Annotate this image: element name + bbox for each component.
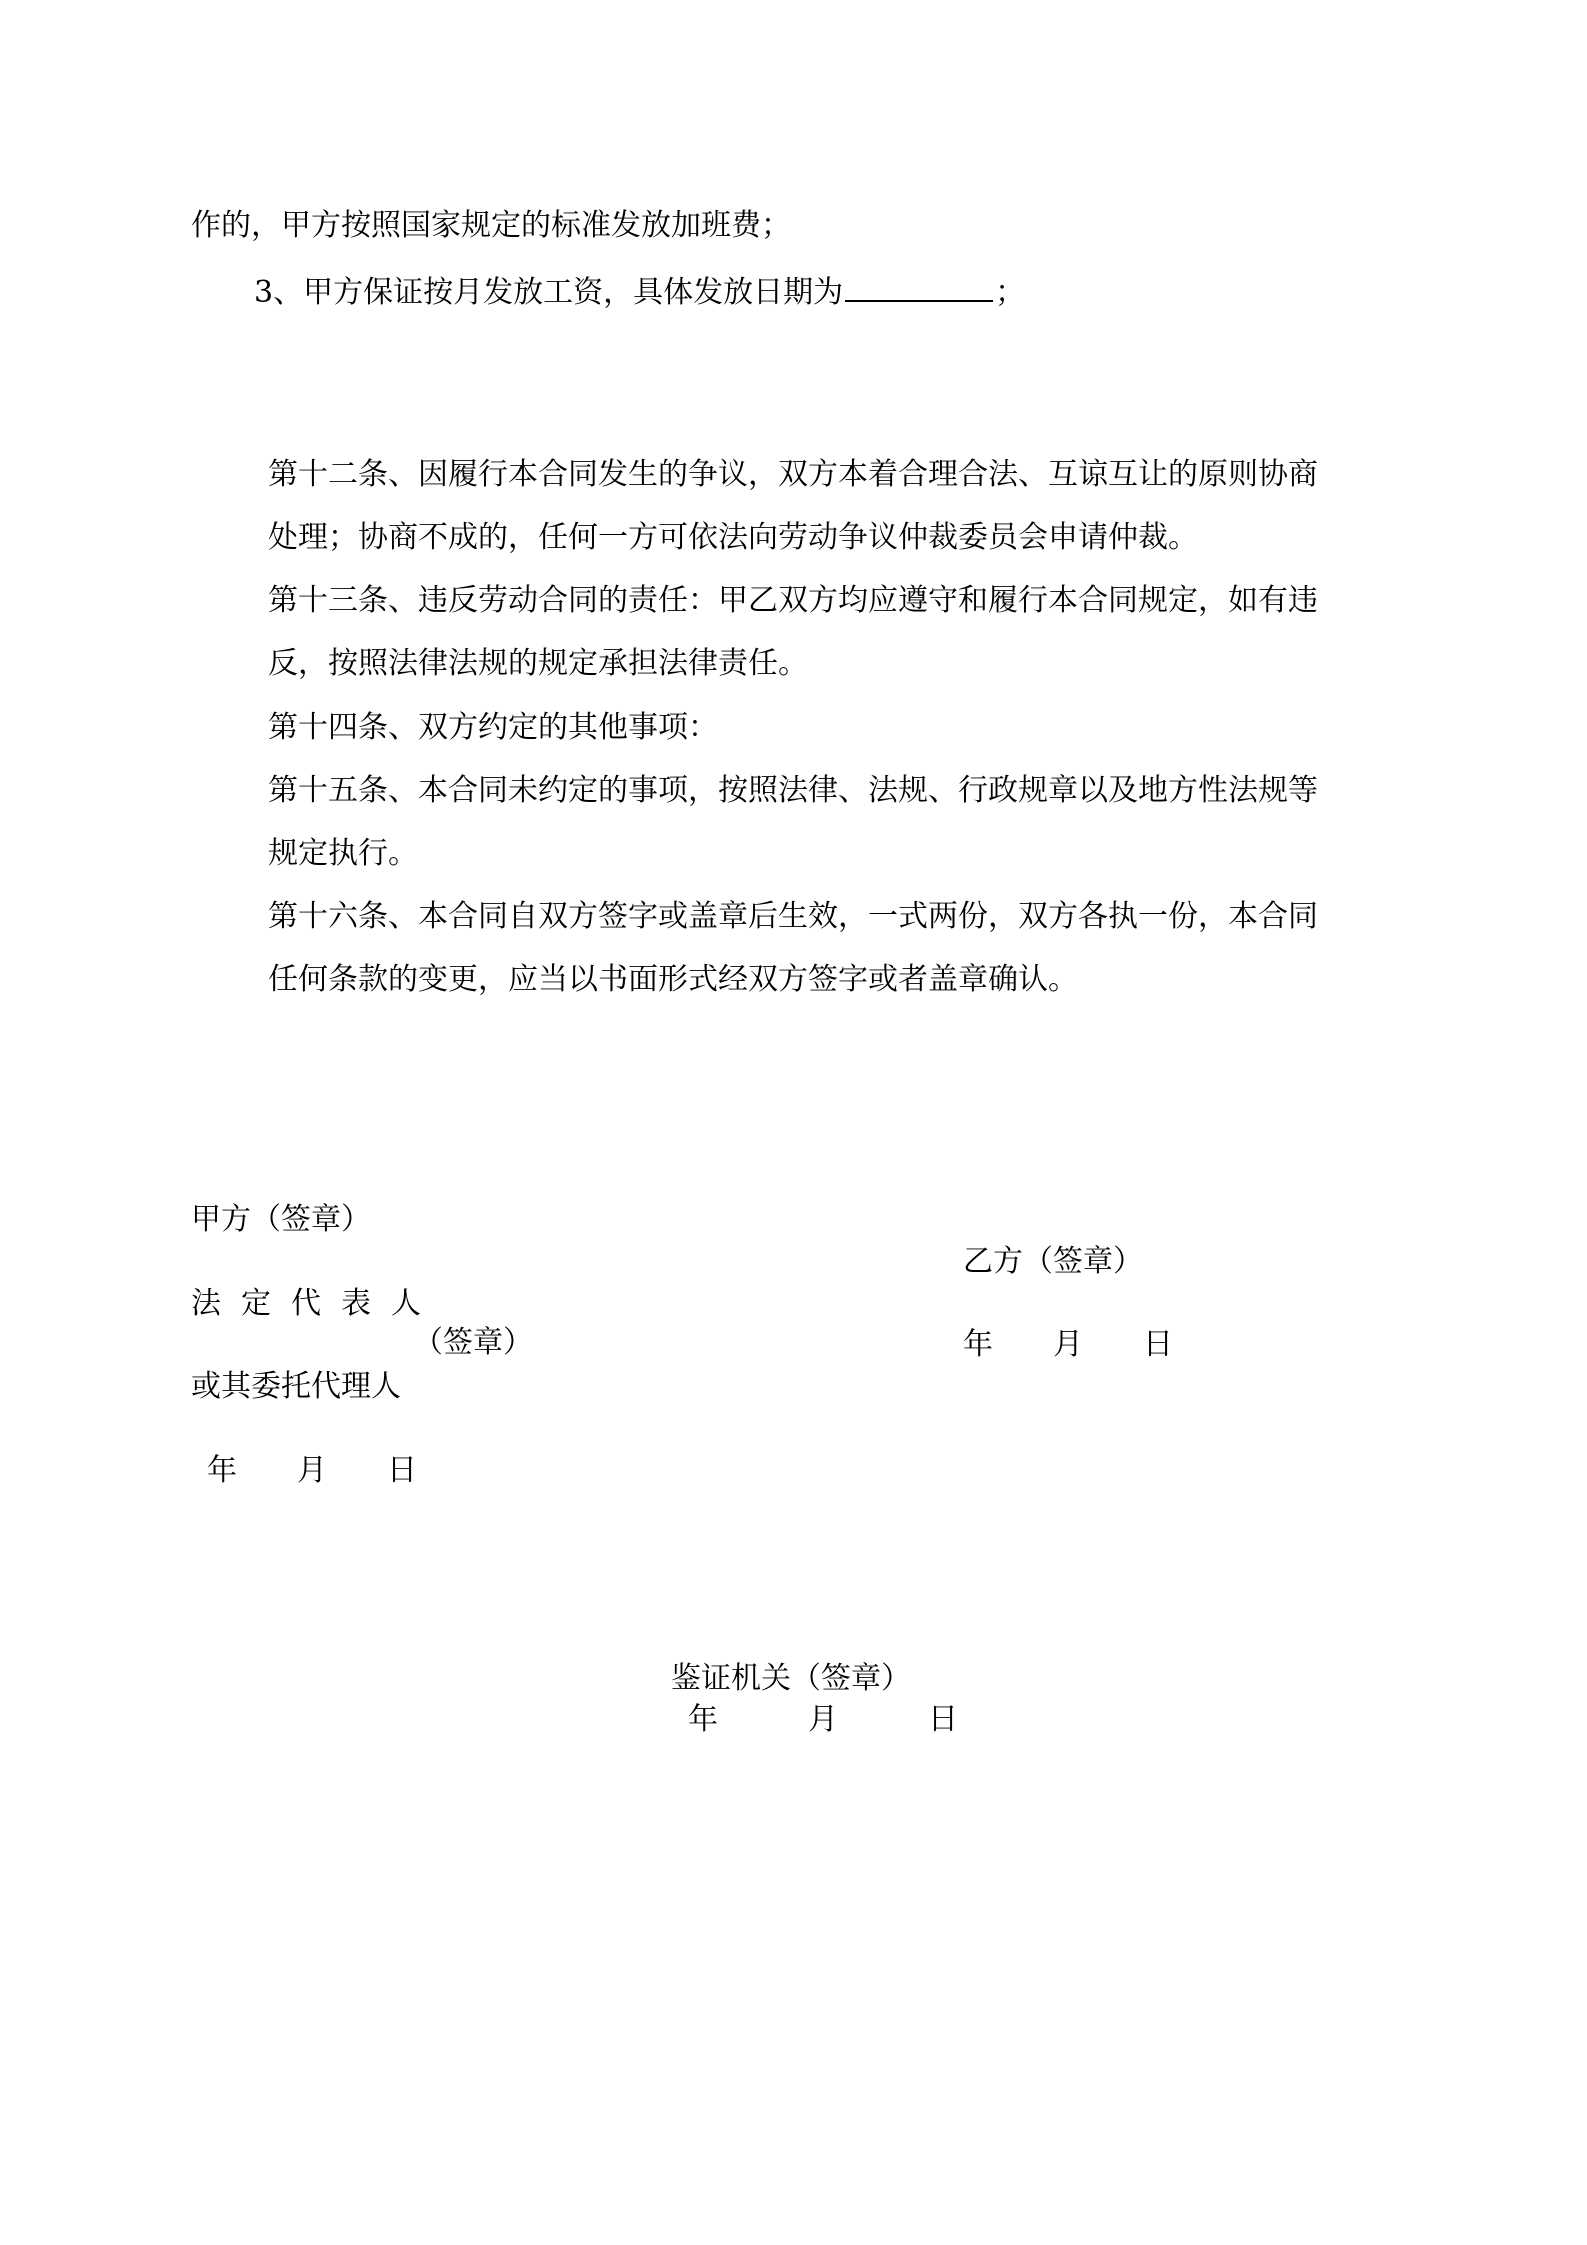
authorized-agent-label: 或其委托代理人	[191, 1369, 401, 1404]
article-12-line-1: 第十二条、因履行本合同发生的争议，双方本着合理合法、互谅互让的原则协商	[268, 457, 1318, 492]
article-12-line-2: 处理；协商不成的，任何一方可依法向劳动争议仲裁委员会申请仲裁。	[268, 520, 1198, 555]
representative-seal-label: （签章）	[413, 1325, 533, 1360]
authority-date: 年 月 日	[688, 1702, 958, 1737]
party-b-date: 年 月 日	[963, 1327, 1173, 1362]
article-13-line-1: 第十三条、违反劳动合同的责任：甲乙双方均应遵守和履行本合同规定，如有违	[268, 583, 1318, 618]
article-16-line-2: 任何条款的变更，应当以书面形式经双方签字或者盖章确认。	[268, 962, 1078, 997]
party-b-seal-label: 乙方（签章）	[963, 1244, 1143, 1279]
pay-date-blank	[845, 274, 993, 302]
paragraph-line: 作的，甲方按照国家规定的标准发放加班费；	[191, 208, 791, 243]
pay-date-text: 3、甲方保证按月发放工资，具体发放日期为	[254, 275, 844, 310]
article-15-line-1: 第十五条、本合同未约定的事项，按照法律、法规、行政规章以及地方性法规等	[268, 773, 1318, 808]
article-15-line-2: 规定执行。	[268, 836, 418, 871]
article-14-line-1: 第十四条、双方约定的其他事项：	[268, 710, 718, 745]
authority-seal-label: 鉴证机关（签章）	[671, 1661, 911, 1696]
party-a-date: 年 月 日	[207, 1453, 417, 1488]
party-a-seal-label: 甲方（签章）	[191, 1202, 371, 1237]
pay-date-line	[254, 274, 1025, 308]
legal-representative-label: 法定代表人	[191, 1286, 441, 1321]
article-16-line-1: 第十六条、本合同自双方签字或盖章后生效，一式两份，双方各执一份，本合同	[268, 899, 1318, 934]
article-13-line-2: 反，按照法律法规的规定承担法律责任。	[268, 646, 808, 681]
pay-date-suffix: ；	[995, 275, 1026, 310]
